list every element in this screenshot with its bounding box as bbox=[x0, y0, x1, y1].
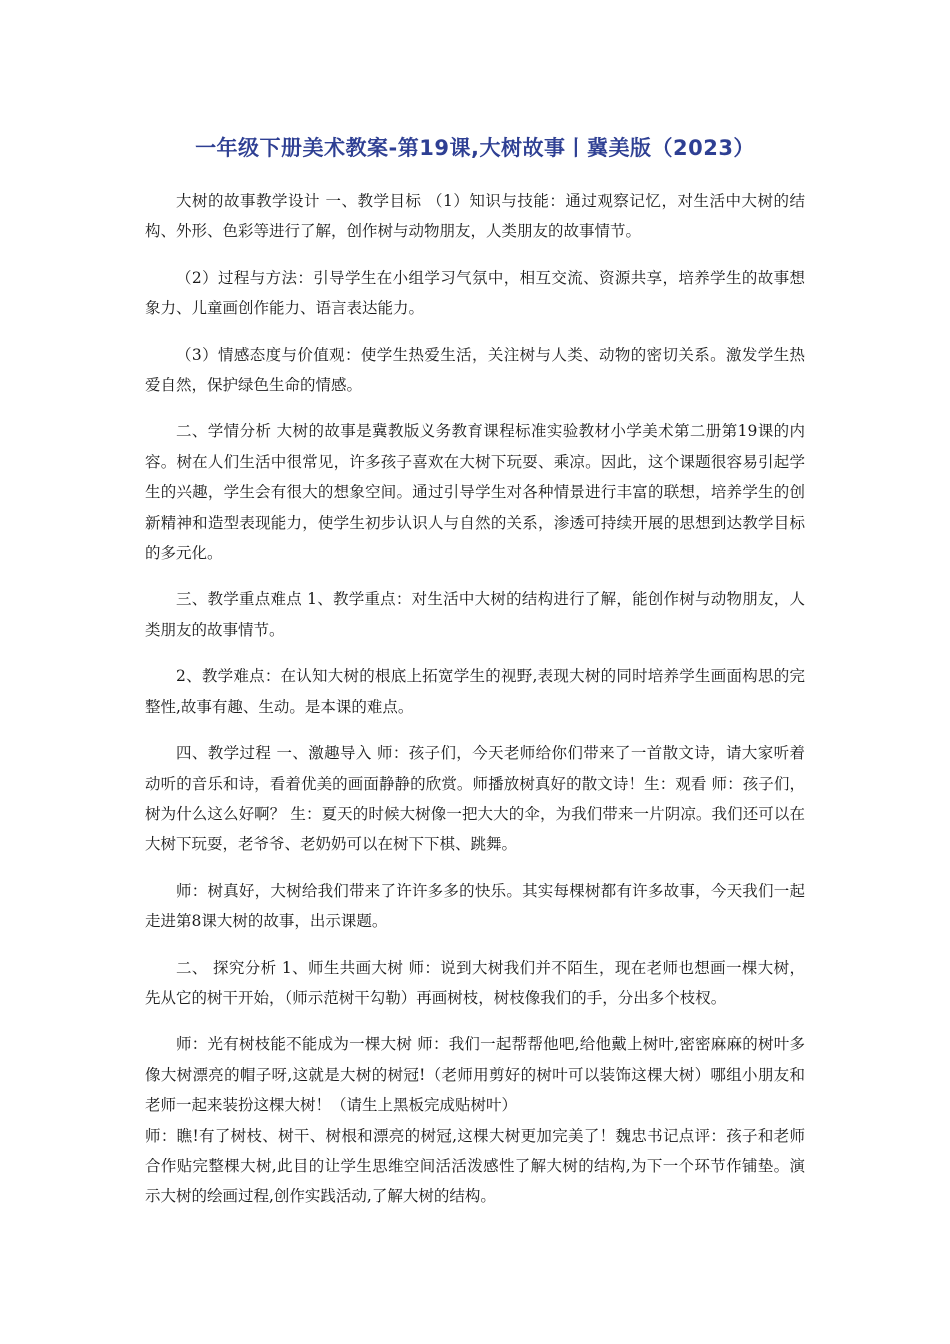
document-body bbox=[145, 186, 805, 1228]
paragraph-student-analysis: 二、学情分析 大树的故事是冀教版义务教育课程标准实验教材小学美术第二册第19课的内容。树在人们生活中很常见，许多孩子喜欢在大树下玩耍、乘凉。因此，这个课题很容易引起学生的兴趣，学生会有很大的想象空间。通过引导学生对各种情景进行丰富的联想，培养学生的创新精神和造型表现能力，使学生初步认识人与自然的关系，渗透可持续开展的思想到达教学目标的多元化。 bbox=[145, 422, 805, 563]
paragraph-trees-are-good: 师：树真好，大树给我们带来了许许多多的快乐。其实每棵树都有许多故事，今天我们一起走进第8课大树的故事，出示课题。 bbox=[145, 881, 805, 931]
paragraph-complete-tree: 师：瞧!有了树枝、树干、树根和漂亮的树冠,这棵大树更加完美了！魏忠书记点评：孩子和老师合作贴完整棵大树,此目的让学生思维空间活活泼感性了解大树的结构,为下一个环节作铺垫。演示大树的绘画过程,创作实践活动,了解大树的结构。 bbox=[145, 1126, 805, 1206]
document-title: 一年级下册美术教案-第19课,大树故事丨冀美版（2023） bbox=[195, 136, 755, 160]
paragraph-explore-analysis: 二、 探究分析 1、师生共画大树 师：说到大树我们并不陌生，现在老师也想画一棵大树，先从它的树干开始，（师示范树干勾勒）再画树枝，树枝像我们的手，分出多个枝杈。 bbox=[145, 958, 805, 1007]
paragraph-key-points: 三、教学重点难点 1、教学重点：对生活中大树的结构进行了解，能创作树与动物朋友，人类朋友的故事情节。 bbox=[145, 590, 805, 639]
paragraph-difficulties: 2、教学难点：在认知大树的根底上拓宽学生的视野,表现大树的同时培养学生画面构思的完整性,故事有趣、生动。是本课的难点。 bbox=[145, 667, 805, 716]
paragraph-tree-crown: 师：光有树枝能不能成为一棵大树 师：我们一起帮帮他吧,给他戴上树叶,密密麻麻的树叶多像大树漂亮的帽子呀,这就是大树的树冠!（老师用剪好的树叶可以装饰这棵大树）哪组小朋友和老师一起来装扮这棵大树！（请生上黑板完成贴树叶） bbox=[145, 1035, 805, 1115]
paragraph-teaching-process: 四、教学过程 一、激趣导入 师：孩子们，今天老师给你们带来了一首散文诗，请大家听着动听的音乐和诗，看着优美的画面静静的欣赏。师播放树真好的散文诗！生：观看 师：孩子们，树为什么这么好啊？ 生：夏天的时候大树像一把大大的伞，为我们带来一片阴凉。我们还可以在大树下玩耍，老爷爷、老奶奶可以在树下下棋、跳舞。 bbox=[145, 744, 805, 854]
paragraph-teaching-goals: 大树的故事教学设计 一、教学目标 （1）知识与技能：通过观察记忆，对生活中大树的结构、外形、色彩等进行了解，创作树与动物朋友，人类朋友的故事情节。 bbox=[145, 192, 805, 241]
paragraph-process-method: （2）过程与方法：引导学生在小组学习气氛中，相互交流、资源共享，培养学生的故事想象力、儿童画创作能力、语言表达能力。 bbox=[145, 268, 805, 318]
paragraph-emotion-values: （3）情感态度与价值观：使学生热爱生活，关注树与人类、动物的密切关系。激发学生热爱自然，保护绿色生命的情感。 bbox=[145, 345, 805, 395]
